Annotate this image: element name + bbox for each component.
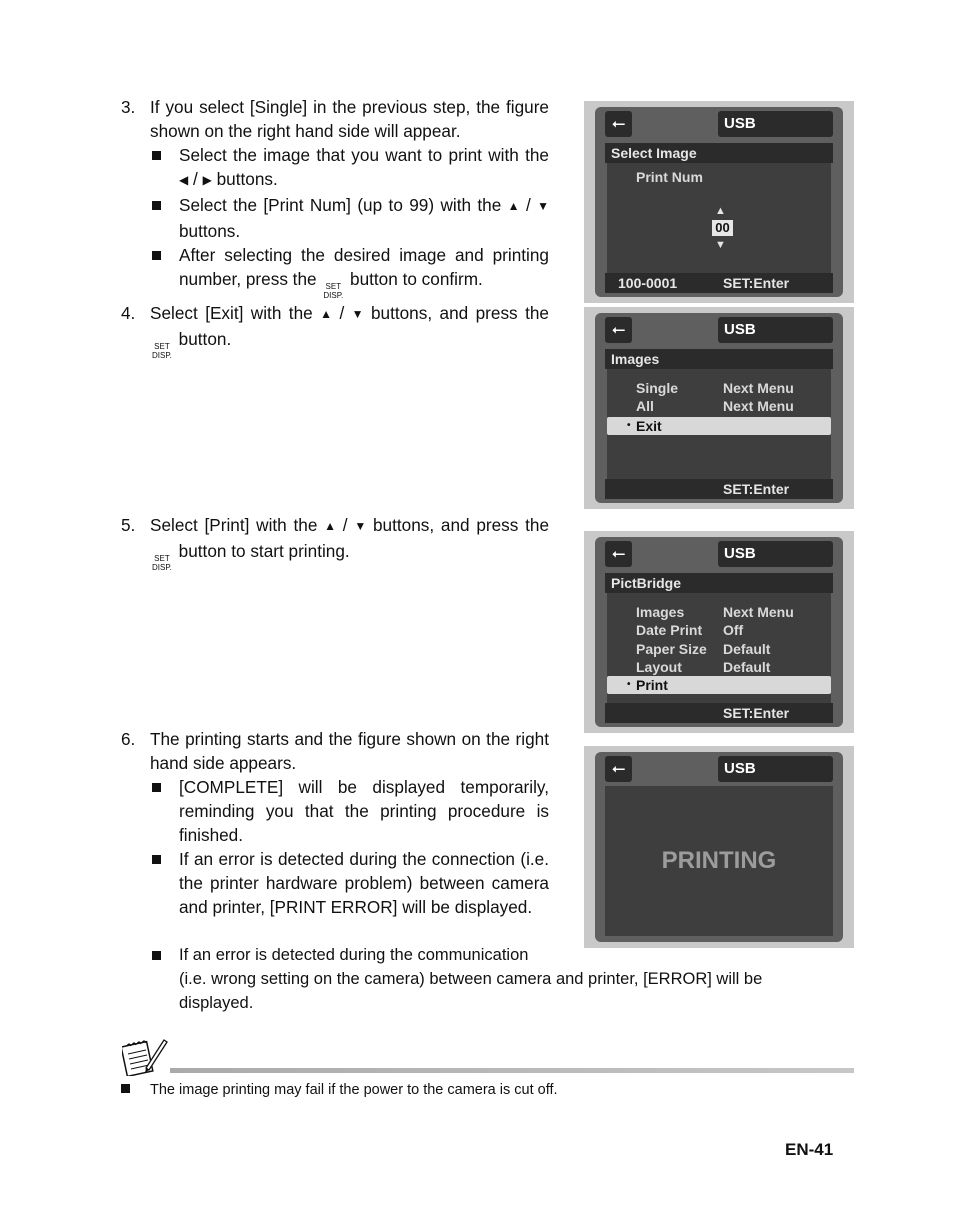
print-num-value: 00 (712, 220, 733, 236)
note-text: The image printing may fail if the power to the camera is cut off. (121, 1080, 558, 1100)
screen-printing (584, 746, 854, 948)
menu-area (607, 163, 831, 273)
usb-label: USB (718, 756, 833, 782)
step-number: 3. (121, 97, 136, 117)
down-arrow-icon: ▼ (351, 307, 364, 321)
step-number: 4. (121, 303, 136, 323)
menu-row-single[interactable]: Single Next Menu (636, 380, 794, 396)
bullet-item: Select the image that you want to print with the ◀ / ▶ buttons. (150, 143, 549, 193)
printing-panel (605, 786, 833, 936)
up-arrow-icon: ▲ (320, 307, 333, 321)
step-4: 4. Select [Exit] with the ▲ / ▼ buttons, and press the SET DISP. button. (121, 303, 549, 360)
menu-row-date-print[interactable]: Date Print Off (636, 622, 744, 638)
set-disp-button-icon: SET DISP. (152, 554, 172, 572)
bullet-item: If an error is detected during the connection (i.e. the printer hardware problem) between camera and printer, [PRINT ERROR] will be displayed. (150, 847, 549, 919)
usb-icon: ⭠ (605, 111, 632, 137)
menu-area (607, 593, 831, 703)
menu-row-paper-size[interactable]: Paper Size Default (636, 641, 771, 657)
usb-label: USB (718, 541, 833, 567)
usb-icon: ⭠ (605, 541, 632, 567)
file-number: 100-0001 (618, 275, 678, 291)
step-number: 6. (121, 729, 136, 749)
set-disp-button-icon: SET DISP. (323, 282, 344, 300)
right-arrow-icon: ▶ (202, 173, 212, 187)
menu-row-images[interactable]: Images Next Menu (636, 604, 794, 620)
screen-select-image (584, 101, 854, 303)
menu-row-exit-selected[interactable]: • Exit (607, 417, 831, 435)
print-num-label: Print Num (636, 169, 703, 185)
notepad-pencil-icon (122, 1036, 168, 1076)
bullet-square (121, 1084, 130, 1093)
set-enter-hint: SET:Enter (723, 275, 790, 291)
note-divider (170, 1068, 854, 1073)
menu-title: PictBridge (605, 573, 833, 593)
usb-label: USB (718, 111, 833, 137)
step-text: The printing starts and the figure shown on the right hand side appears. (150, 729, 549, 773)
selection-dot-icon: • (627, 420, 631, 431)
menu-title: Images (605, 349, 833, 369)
up-arrow-icon: ▲ (324, 519, 337, 533)
bullet-item: [COMPLETE] will be displayed temporarily, reminding you that the printing procedure is finished. (150, 775, 549, 847)
menu-title: Select Image (605, 143, 833, 163)
down-arrow-icon: ▼ (537, 199, 549, 213)
up-arrow-icon: ▲ (507, 199, 520, 213)
menu-row-all[interactable]: All Next Menu (636, 398, 794, 414)
menu-area (607, 369, 831, 479)
menu-row-layout[interactable]: Layout Default (636, 659, 771, 675)
screen-footer (605, 703, 833, 723)
usb-label: USB (718, 317, 833, 343)
step-3 (121, 95, 549, 300)
bullet-item: After selecting the desired image and printing number, press the SET DISP. button to confirm. (150, 243, 549, 300)
screen-pictbridge (584, 531, 854, 733)
step-6 (121, 727, 549, 919)
screen-images (584, 307, 854, 509)
menu-row-print-selected[interactable]: • Print (607, 676, 831, 694)
down-arrow-icon: ▼ (354, 519, 367, 533)
up-arrow-icon: ▲ (715, 205, 726, 217)
down-arrow-icon: ▼ (715, 239, 726, 251)
usb-icon: ⭠ (605, 317, 632, 343)
set-enter-hint: SET:Enter (723, 481, 790, 497)
left-arrow-icon: ◀ (179, 173, 189, 187)
bullet-item: Select the [Print Num] (up to 99) with the ▲ / ▼ buttons. (150, 193, 549, 243)
usb-icon: ⭠ (605, 756, 632, 782)
selection-dot-icon: • (627, 679, 631, 690)
set-enter-hint: SET:Enter (723, 705, 790, 721)
screen-footer (605, 479, 833, 499)
set-disp-button-icon: SET DISP. (152, 342, 172, 360)
screen-footer (605, 273, 833, 293)
step-number: 5. (121, 515, 136, 535)
page-number: EN-41 (785, 1140, 834, 1159)
printing-status: PRINTING (661, 847, 777, 874)
step-5: 5. Select [Print] with the ▲ / ▼ buttons, and press the SET DISP. button to start printing. (121, 515, 550, 572)
bullet-item-wide: If an error is detected during the communication (i.e. wrong setting on the camera) between camera and printer, [ERROR] will be displayed. (150, 943, 810, 1015)
step-text: If you select [Single] in the previous step, the figure shown on the right hand side will appear. (150, 97, 549, 141)
